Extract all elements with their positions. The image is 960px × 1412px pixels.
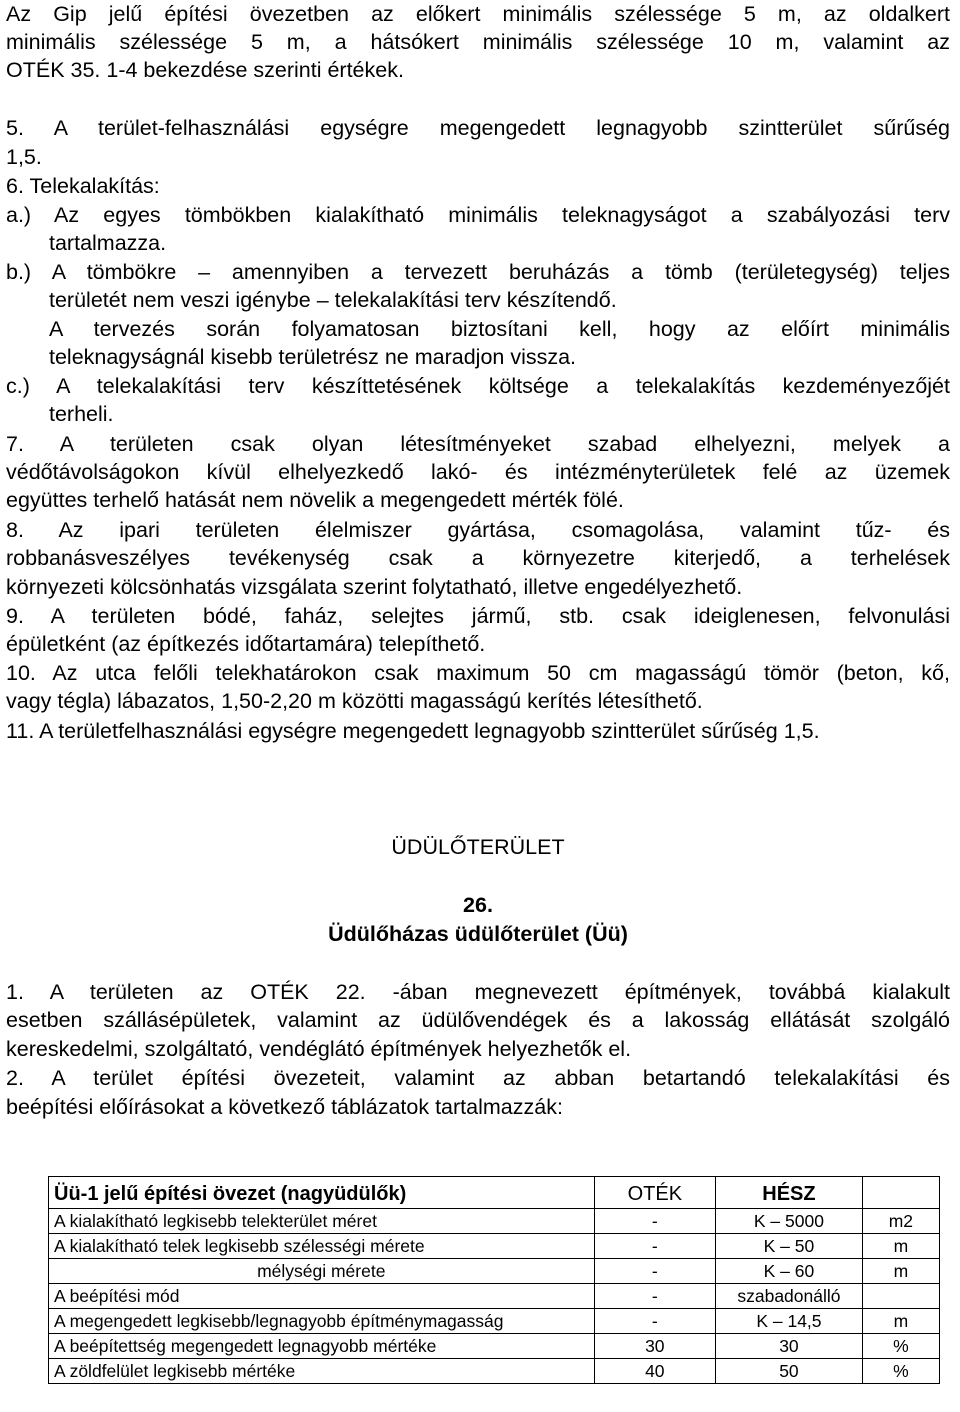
text-line: 6. Telekalakítás: bbox=[6, 174, 160, 198]
text-line: teleknagyságnál kisebb területrész ne maradjon vissza. bbox=[49, 345, 577, 369]
table-cell: K – 50 bbox=[716, 1234, 863, 1259]
text-line: védőtávolságokon kívül elhelyezkedő lakó- és intézményterületek felé az üzemek bbox=[6, 460, 950, 484]
table-cell: % bbox=[862, 1334, 939, 1359]
section-subtitle: Üdülőházas üdülőterület (Üü) bbox=[328, 922, 628, 946]
text-line: tartalmazza. bbox=[49, 231, 167, 255]
text-line: 7. A területen csak olyan létesítményeket szabad elhelyezni, melyek a bbox=[6, 432, 950, 456]
zoning-table bbox=[48, 1176, 940, 1384]
text-line: vagy tégla) lábazatos, 1,50-2,20 m közötti magasságú kerítés létesíthető. bbox=[6, 689, 703, 713]
table-cell: - bbox=[594, 1284, 716, 1309]
table-cell: m bbox=[862, 1259, 939, 1284]
table-cell: 50 bbox=[716, 1359, 863, 1384]
text-line: c.) A telekalakítási terv készíttetésének költsége a telekalakítás kezdeményezőjét bbox=[6, 374, 950, 398]
text-line: 11. A területfelhasználási egységre megengedett legnagyobb szintterület sűrűség 1,5. bbox=[6, 719, 820, 743]
text-line: b.) A tömbökre – amennyiben a tervezett beruházás a tömb (területegység) teljes bbox=[6, 260, 950, 284]
text-line: 1. A területen az OTÉK 22. -ában megnevezett építmények, továbbá kialakult bbox=[6, 980, 950, 1004]
table-cell: K – 60 bbox=[716, 1259, 863, 1284]
text-line: kereskedelmi, szolgáltató, vendéglátó építmények helyezhetők el. bbox=[6, 1037, 632, 1061]
table-header-cell bbox=[862, 1177, 939, 1209]
table-header-row bbox=[49, 1177, 940, 1209]
table-cell: - bbox=[594, 1309, 716, 1334]
text-line: Az Gip jelű építési övezetben az előkert minimális szélessége 5 m, az oldalkert bbox=[6, 2, 950, 26]
table-cell: 40 bbox=[594, 1359, 716, 1384]
table-cell: A beépítési mód bbox=[49, 1284, 595, 1309]
text-line: terheli. bbox=[49, 402, 114, 426]
table-header-cell: HÉSZ bbox=[716, 1177, 863, 1209]
table-cell: A megengedett legkisebb/legnagyobb építménymagasság bbox=[49, 1309, 595, 1334]
text-line: 9. A területen bódé, faház, selejtes jármű, stb. csak ideiglenesen, felvonulási bbox=[6, 604, 950, 628]
table-cell: A kialakítható telek legkisebb szélességi mérete bbox=[49, 1234, 595, 1259]
section-number: 26. bbox=[463, 893, 493, 917]
table-cell: K – 5000 bbox=[716, 1209, 863, 1234]
text-line: épületként (az építkezés időtartamára) telepíthető. bbox=[6, 632, 486, 656]
section-title: ÜDÜLŐTERÜLET bbox=[391, 835, 565, 859]
text-line: együttes terhelő hatását nem növelik a megengedett mérték fölé. bbox=[6, 488, 624, 512]
text-line: OTÉK 35. 1-4 bekezdése szerinti értékek. bbox=[6, 58, 404, 82]
text-line: 1,5. bbox=[6, 145, 42, 169]
table-cell: A zöldfelület legkisebb mértéke bbox=[49, 1359, 595, 1384]
table-row bbox=[49, 1359, 940, 1384]
table-cell: A kialakítható legkisebb telekterület méret bbox=[49, 1209, 595, 1234]
table-cell: % bbox=[862, 1359, 939, 1384]
table-cell: szabadonálló bbox=[716, 1284, 863, 1309]
table-cell: m bbox=[862, 1234, 939, 1259]
table-header-cell: Üü-1 jelű építési övezet (nagyüdülők) bbox=[49, 1177, 595, 1209]
table-cell: - bbox=[594, 1209, 716, 1234]
table-cell: m bbox=[862, 1309, 939, 1334]
text-line: 10. Az utca felőli telekhatárokon csak maximum 50 cm magasságú tömör (beton, kő, bbox=[6, 661, 950, 685]
table-row bbox=[49, 1209, 940, 1234]
text-line: 8. Az ipari területen élelmiszer gyártása, csomagolása, valamint tűz- és bbox=[6, 518, 950, 542]
text-line: 5. A terület-felhasználási egységre megengedett legnagyobb szintterület sűrűség bbox=[6, 116, 950, 140]
text-line: esetben szállásépületek, valamint az üdülővendégek és a lakosság ellátását szolgáló bbox=[6, 1008, 950, 1032]
table-row bbox=[49, 1309, 940, 1334]
text-line: környezeti kölcsönhatás vizsgálata szerint folytatható, illetve engedélyezhető. bbox=[6, 575, 743, 599]
table-row bbox=[49, 1234, 940, 1259]
table-row bbox=[49, 1334, 940, 1359]
table-row bbox=[49, 1259, 940, 1284]
text-line: minimális szélessége 5 m, a hátsókert minimális szélessége 10 m, valamint az bbox=[6, 30, 950, 54]
text-line: A tervezés során folyamatosan biztosítani kell, hogy az előírt minimális bbox=[49, 317, 950, 341]
table-cell: m2 bbox=[862, 1209, 939, 1234]
text-line: robbanásveszélyes tevékenység csak a környezetre kiterjedő, a terhelések bbox=[6, 546, 950, 570]
table-cell: 30 bbox=[594, 1334, 716, 1359]
text-line: beépítési előírásokat a következő táblázatok tartalmazzák: bbox=[6, 1095, 563, 1119]
text-line: területét nem veszi igénybe – telekalakítási terv készítendő. bbox=[49, 288, 617, 312]
table-cell: mélységi mérete bbox=[49, 1259, 595, 1284]
table-cell: - bbox=[594, 1234, 716, 1259]
table-cell: 30 bbox=[716, 1334, 863, 1359]
text-line: 2. A terület építési övezeteit, valamint az abban betartandó telekalakítási és bbox=[6, 1066, 950, 1090]
table-row bbox=[49, 1284, 940, 1309]
table-cell: K – 14,5 bbox=[716, 1309, 863, 1334]
text-line: a.) Az egyes tömbökben kialakítható minimális teleknagyságot a szabályozási terv bbox=[6, 203, 950, 227]
table-cell bbox=[862, 1284, 939, 1309]
table-header-cell: OTÉK bbox=[594, 1177, 716, 1209]
table-cell: - bbox=[594, 1259, 716, 1284]
table-cell: A beépítettség megengedett legnagyobb mértéke bbox=[49, 1334, 595, 1359]
